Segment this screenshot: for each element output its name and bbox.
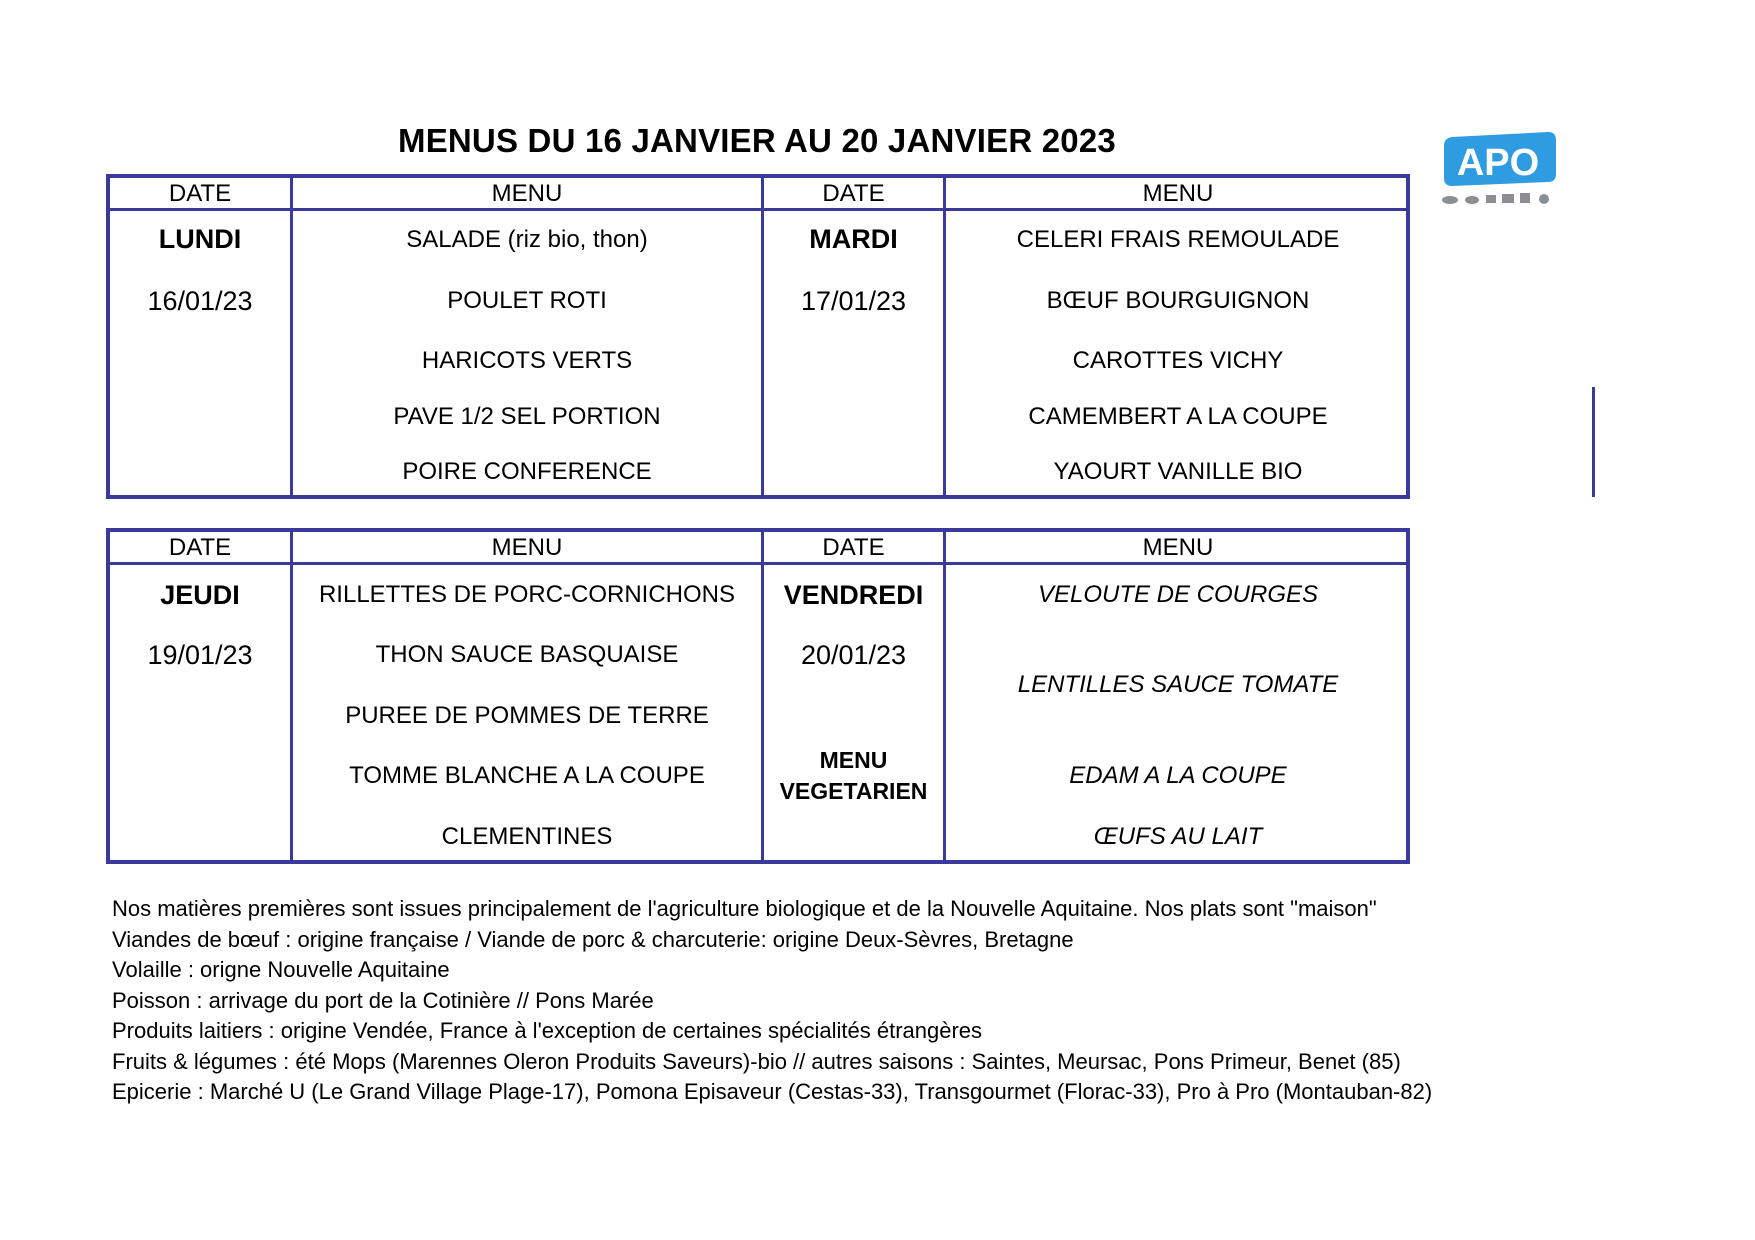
day-date: 16/01/23 bbox=[147, 286, 253, 316]
sourcing-notes bbox=[112, 894, 1432, 1108]
note-line: Produits laitiers : origine Vendée, France à l'exception de certaines spécialités étrangères bbox=[112, 1018, 983, 1043]
note-line: Epicerie : Marché U (Le Grand Village Plage-17), Pomona Episaveur (Cestas-33), Transgourmet (Florac-33), Pro à Pro (Montauban-82) bbox=[112, 1079, 1433, 1104]
menu-item: TOMME BLANCHE A LA COUPE bbox=[349, 762, 705, 789]
day-date: 17/01/23 bbox=[800, 286, 907, 316]
page-title: MENUS DU 16 JANVIER AU 20 JANVIER 2023 bbox=[398, 122, 1116, 159]
menu-item: PUREE DE POMMES DE TERRE bbox=[345, 702, 709, 729]
menu-item: CAMEMBERT A LA COUPE bbox=[1028, 403, 1328, 430]
header-menu: MENU bbox=[1142, 180, 1214, 207]
note-line: Poisson : arrivage du port de la Cotinière // Pons Marée bbox=[112, 987, 654, 1013]
note-line: Nos matières premières sont issues principalement de l'agriculture biologique et de la Nouvelle Aquitaine. Nos plats sont "maison" bbox=[112, 896, 1377, 921]
menu-item: YAOURT VANILLE BIO bbox=[1053, 458, 1303, 485]
header-menu: MENU bbox=[491, 534, 563, 561]
vegetarian-tag-line2: VEGETARIEN bbox=[779, 778, 928, 804]
day-name: VENDREDI bbox=[783, 580, 924, 610]
day-name: MARDI bbox=[809, 224, 898, 254]
menu-item: VELOUTE DE COURGES bbox=[1037, 581, 1319, 608]
menu-item: CAROTTES VICHY bbox=[1072, 347, 1284, 374]
vegetarian-tag-line1: MENU bbox=[819, 747, 888, 773]
day-date: 19/01/23 bbox=[147, 640, 253, 670]
header-date: DATE bbox=[168, 180, 232, 207]
menu-item: EDAM A LA COUPE bbox=[1069, 762, 1287, 789]
menu-item: POIRE CONFERENCE bbox=[402, 458, 652, 485]
menu-item: RILLETTES DE PORC-CORNICHONS bbox=[318, 581, 736, 608]
decorative-bar bbox=[1592, 387, 1595, 497]
header-date: DATE bbox=[822, 180, 885, 207]
menu-item: BŒUF BOURGUIGNON bbox=[1046, 287, 1310, 314]
note-line: Viandes de bœuf : origine française / Viande de porc & charcuterie: origine Deux-Sèvres, Bretagne bbox=[112, 926, 1074, 952]
note-line: Fruits & légumes : été Mops (Marennes Oleron Produits Saveurs)-bio // autres saisons : Saintes, Meursac, Pons Primeur, Benet (85) bbox=[112, 1048, 1401, 1074]
header-menu: MENU bbox=[1142, 534, 1214, 561]
menu-item: LENTILLES SAUCE TOMATE bbox=[1017, 671, 1339, 698]
menu-item: HARICOTS VERTS bbox=[421, 347, 633, 374]
menu-table-week1 bbox=[106, 174, 1410, 499]
menu-item: PAVE 1/2 SEL PORTION bbox=[393, 403, 661, 430]
menu-item: POULET ROTI bbox=[447, 287, 607, 314]
note-line: Volaille : origne Nouvelle Aquitaine bbox=[112, 957, 450, 982]
menu-table-week2 bbox=[106, 528, 1410, 864]
menu-item: CLEMENTINES bbox=[441, 823, 613, 850]
header-menu: MENU bbox=[491, 180, 563, 207]
menu-item: THON SAUCE BASQUAISE bbox=[375, 641, 679, 668]
day-name: JEUDI bbox=[160, 580, 240, 610]
menu-item: ŒUFS AU LAIT bbox=[1093, 823, 1263, 850]
logo-text: APO bbox=[1456, 142, 1540, 184]
header-date: DATE bbox=[168, 534, 232, 561]
header-date: DATE bbox=[822, 534, 885, 561]
menu-item: CELERI FRAIS REMOULADE bbox=[1016, 226, 1340, 253]
day-name: LUNDI bbox=[158, 224, 242, 254]
menu-item: SALADE (riz bio, thon) bbox=[406, 226, 648, 253]
day-date: 20/01/23 bbox=[800, 640, 907, 670]
apo-logo bbox=[1438, 130, 1560, 208]
